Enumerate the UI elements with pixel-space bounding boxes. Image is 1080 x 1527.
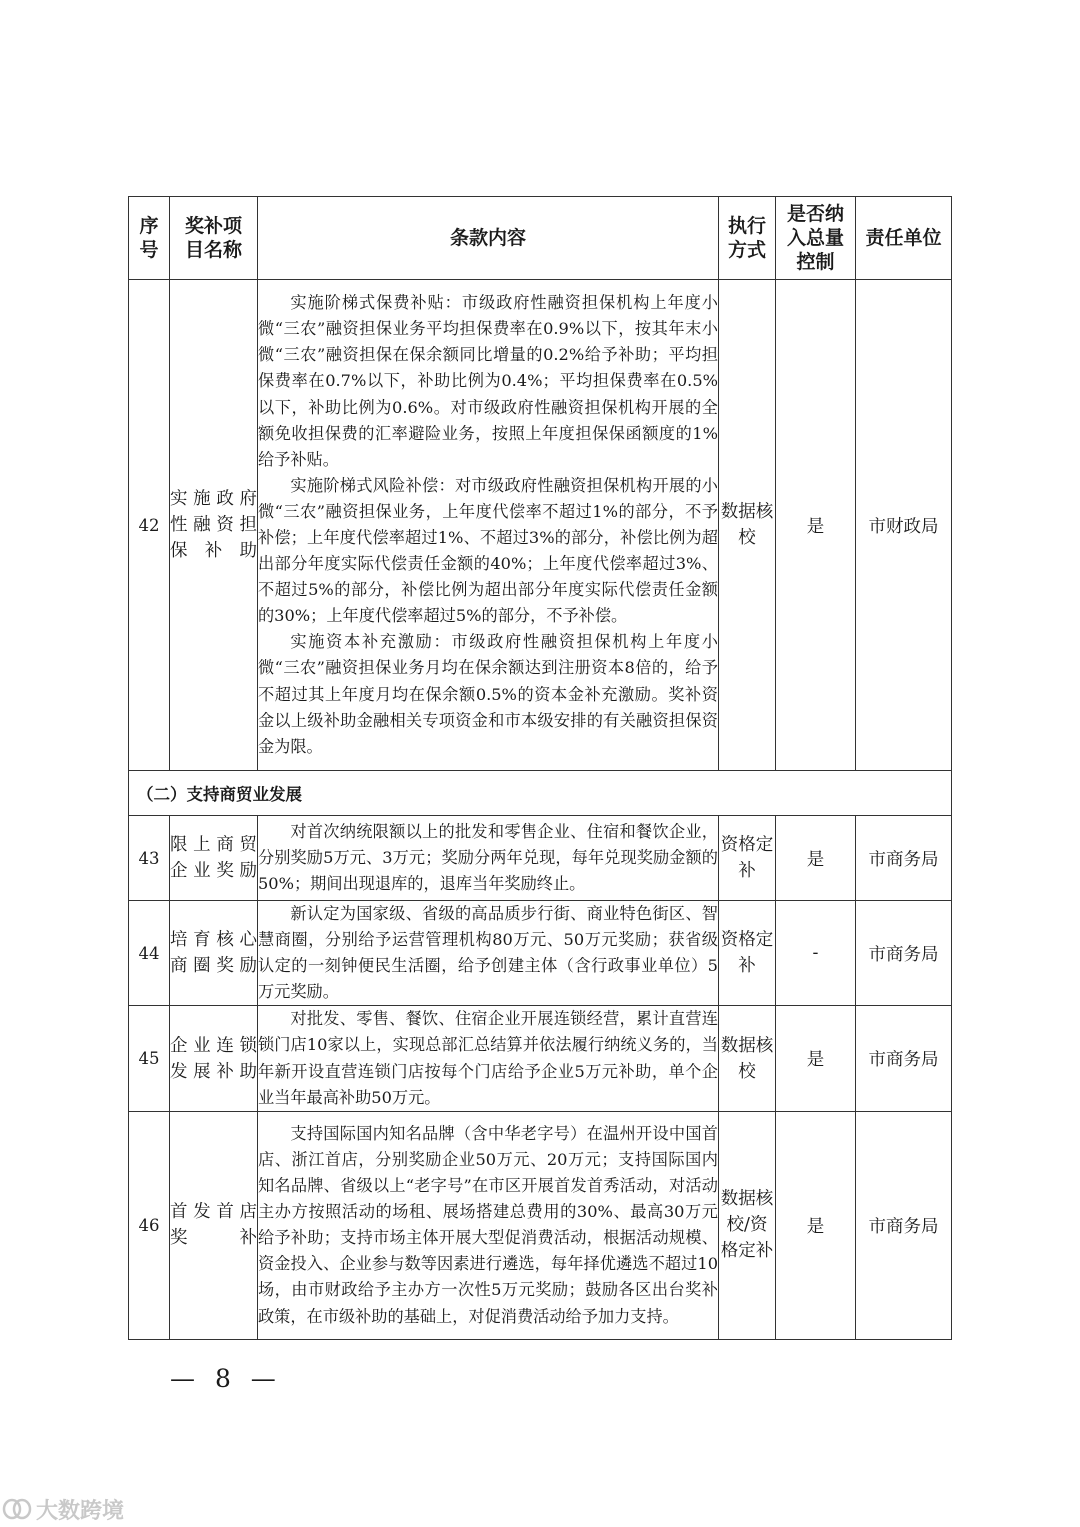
header-total: 是否纳入总量控制: [776, 197, 856, 280]
table-row: [129, 816, 952, 901]
row-item-name: 培育核心商圈奖励: [170, 901, 258, 1006]
row-responsible-unit: 市商务局: [856, 816, 952, 901]
row-content: [258, 901, 719, 1006]
section-group: [129, 771, 952, 816]
row-number: 44: [129, 901, 170, 1006]
row-responsible-unit: 市商务局: [856, 1006, 952, 1111]
section-title: （二）支持商贸业发展: [129, 771, 952, 816]
row-number: 45: [129, 1006, 170, 1111]
row-total-control: 是: [776, 1111, 856, 1339]
row-responsible-unit: 市商务局: [856, 901, 952, 1006]
row-execution-mode: 数据核校: [719, 1006, 776, 1111]
header-content: 条款内容: [258, 197, 719, 280]
table-row: [129, 1111, 952, 1339]
section-row: [129, 771, 952, 816]
row-execution-mode: 资格定补: [719, 816, 776, 901]
row-content: [258, 1006, 719, 1111]
row-item-name: 实施政府性融资担保补助: [170, 280, 258, 771]
row-content: [258, 280, 719, 771]
row-execution-mode: 资格定补: [719, 901, 776, 1006]
table-row: [129, 1006, 952, 1111]
header-name: 奖补项目名称: [170, 197, 258, 280]
row-content: [258, 1111, 719, 1339]
rows-group-b: [129, 816, 952, 1340]
content-paragraph: 对首次纳统限额以上的批发和零售企业、住宿和餐饮企业，分别奖励5万元、3万元；奖励分两年兑现，每年兑现奖励金额的50%；期间出现退库的，退库当年奖励终止。: [258, 821, 718, 894]
row-execution-mode: 数据核校/资格定补: [719, 1111, 776, 1339]
page-number: — 8 —: [170, 1364, 282, 1393]
rows-group-a: [129, 280, 952, 771]
content-paragraph: 实施阶梯式保费补贴：市级政府性融资担保机构上年度小微“三农”融资担保业务平均担保费率在0.9%以下，按其年末小微“三农”融资担保在保余额同比增量的0.2%给予补助；平均担保费率在0.7%以下，补助比例为0.4%；平均担保费率在0.5%以下，补助比例为0.6%。对市级政府性融资担保机构开展的全额免收担保费的汇率避险业务，按照上年度担保保函额度的1%给予补贴。: [258, 293, 718, 469]
content-paragraph: 实施资本补充激励：市级政府性融资担保机构上年度小微“三农”融资担保业务月均在保余额达到注册资本8倍的，给予不超过其上年度月均在保余额0.5%的资本金补充激励。奖补资金以上级补助金融相关专项资金和市本级安排的有关融资担保资金为限。: [258, 632, 718, 756]
watermark: [2, 1494, 124, 1524]
header-no: 序号: [129, 197, 170, 280]
row-total-control: 是: [776, 1006, 856, 1111]
row-total-control: 是: [776, 816, 856, 901]
row-total-control: 是: [776, 280, 856, 771]
header-mode: 执行方式: [719, 197, 776, 280]
policy-table: [128, 196, 952, 1340]
content-paragraph: 新认定为国家级、省级的高品质步行街、商业特色街区、智慧商圈，分别给予运营管理机构80万元、50万元奖励；获省级认定的一刻钟便民生活圈，给予创建主体（含行政事业单位）5万元奖励。: [258, 904, 718, 1002]
row-item-name: 限上商贸企业奖励: [170, 816, 258, 901]
row-content: [258, 816, 719, 901]
header-unit: 责任单位: [856, 197, 952, 280]
row-total-control: -: [776, 901, 856, 1006]
watermark-logo-icon: [2, 1498, 32, 1520]
table-row: [129, 901, 952, 1006]
row-responsible-unit: 市财政局: [856, 280, 952, 771]
row-item-name: 首发首店奖补: [170, 1111, 258, 1339]
content-paragraph: 实施阶梯式风险补偿：对市级政府性融资担保机构开展的小微“三农”融资担保业务，上年度代偿率不超过1%的部分，不予补偿；上年度代偿率超过1%、不超过3%的部分，补偿比例为超出部分年度实际代偿责任金额的40%；上年度代偿率超过3%、不超过5%的部分，补偿比例为超出部分年度实际代偿责任金额的30%；上年度代偿率超过5%的部分，不予补偿。: [258, 475, 718, 626]
watermark-text: 大数跨境: [36, 1498, 125, 1524]
content-paragraph: 对批发、零售、餐饮、住宿企业开展连锁经营，累计直营连锁门店10家以上，实现总部汇总结算并依法履行纳统义务的，当年新开设直营连锁门店按每个门店给予企业5万元补助，单个企业当年最高补助50万元。: [258, 1009, 718, 1107]
header-row: [129, 197, 952, 280]
row-number: 43: [129, 816, 170, 901]
row-item-name: 企业连锁发展补助: [170, 1006, 258, 1111]
content-paragraph: 支持国际国内知名品牌（含中华老字号）在温州开设中国首店、浙江首店，分别奖励企业50万元、20万元；支持国际国内知名品牌、省级以上“老字号”在市区开展首发首秀活动，对活动主办方按照活动的场租、展场搭建总费用的30%、最高30万元给予补助；支持市场主体开展大型促消费活动，根据活动规模、资金投入、企业参与数等因素进行遴选，每年择优遴选不超过10场，由市财政给予主办方一次性5万元奖励；鼓励各区出台奖补政策，在市级补助的基础上，对促消费活动给予加力支持。: [258, 1123, 718, 1326]
table-row: [129, 280, 952, 771]
row-number: 42: [129, 280, 170, 771]
row-execution-mode: 数据核校: [719, 280, 776, 771]
row-number: 46: [129, 1111, 170, 1339]
row-responsible-unit: 市商务局: [856, 1111, 952, 1339]
